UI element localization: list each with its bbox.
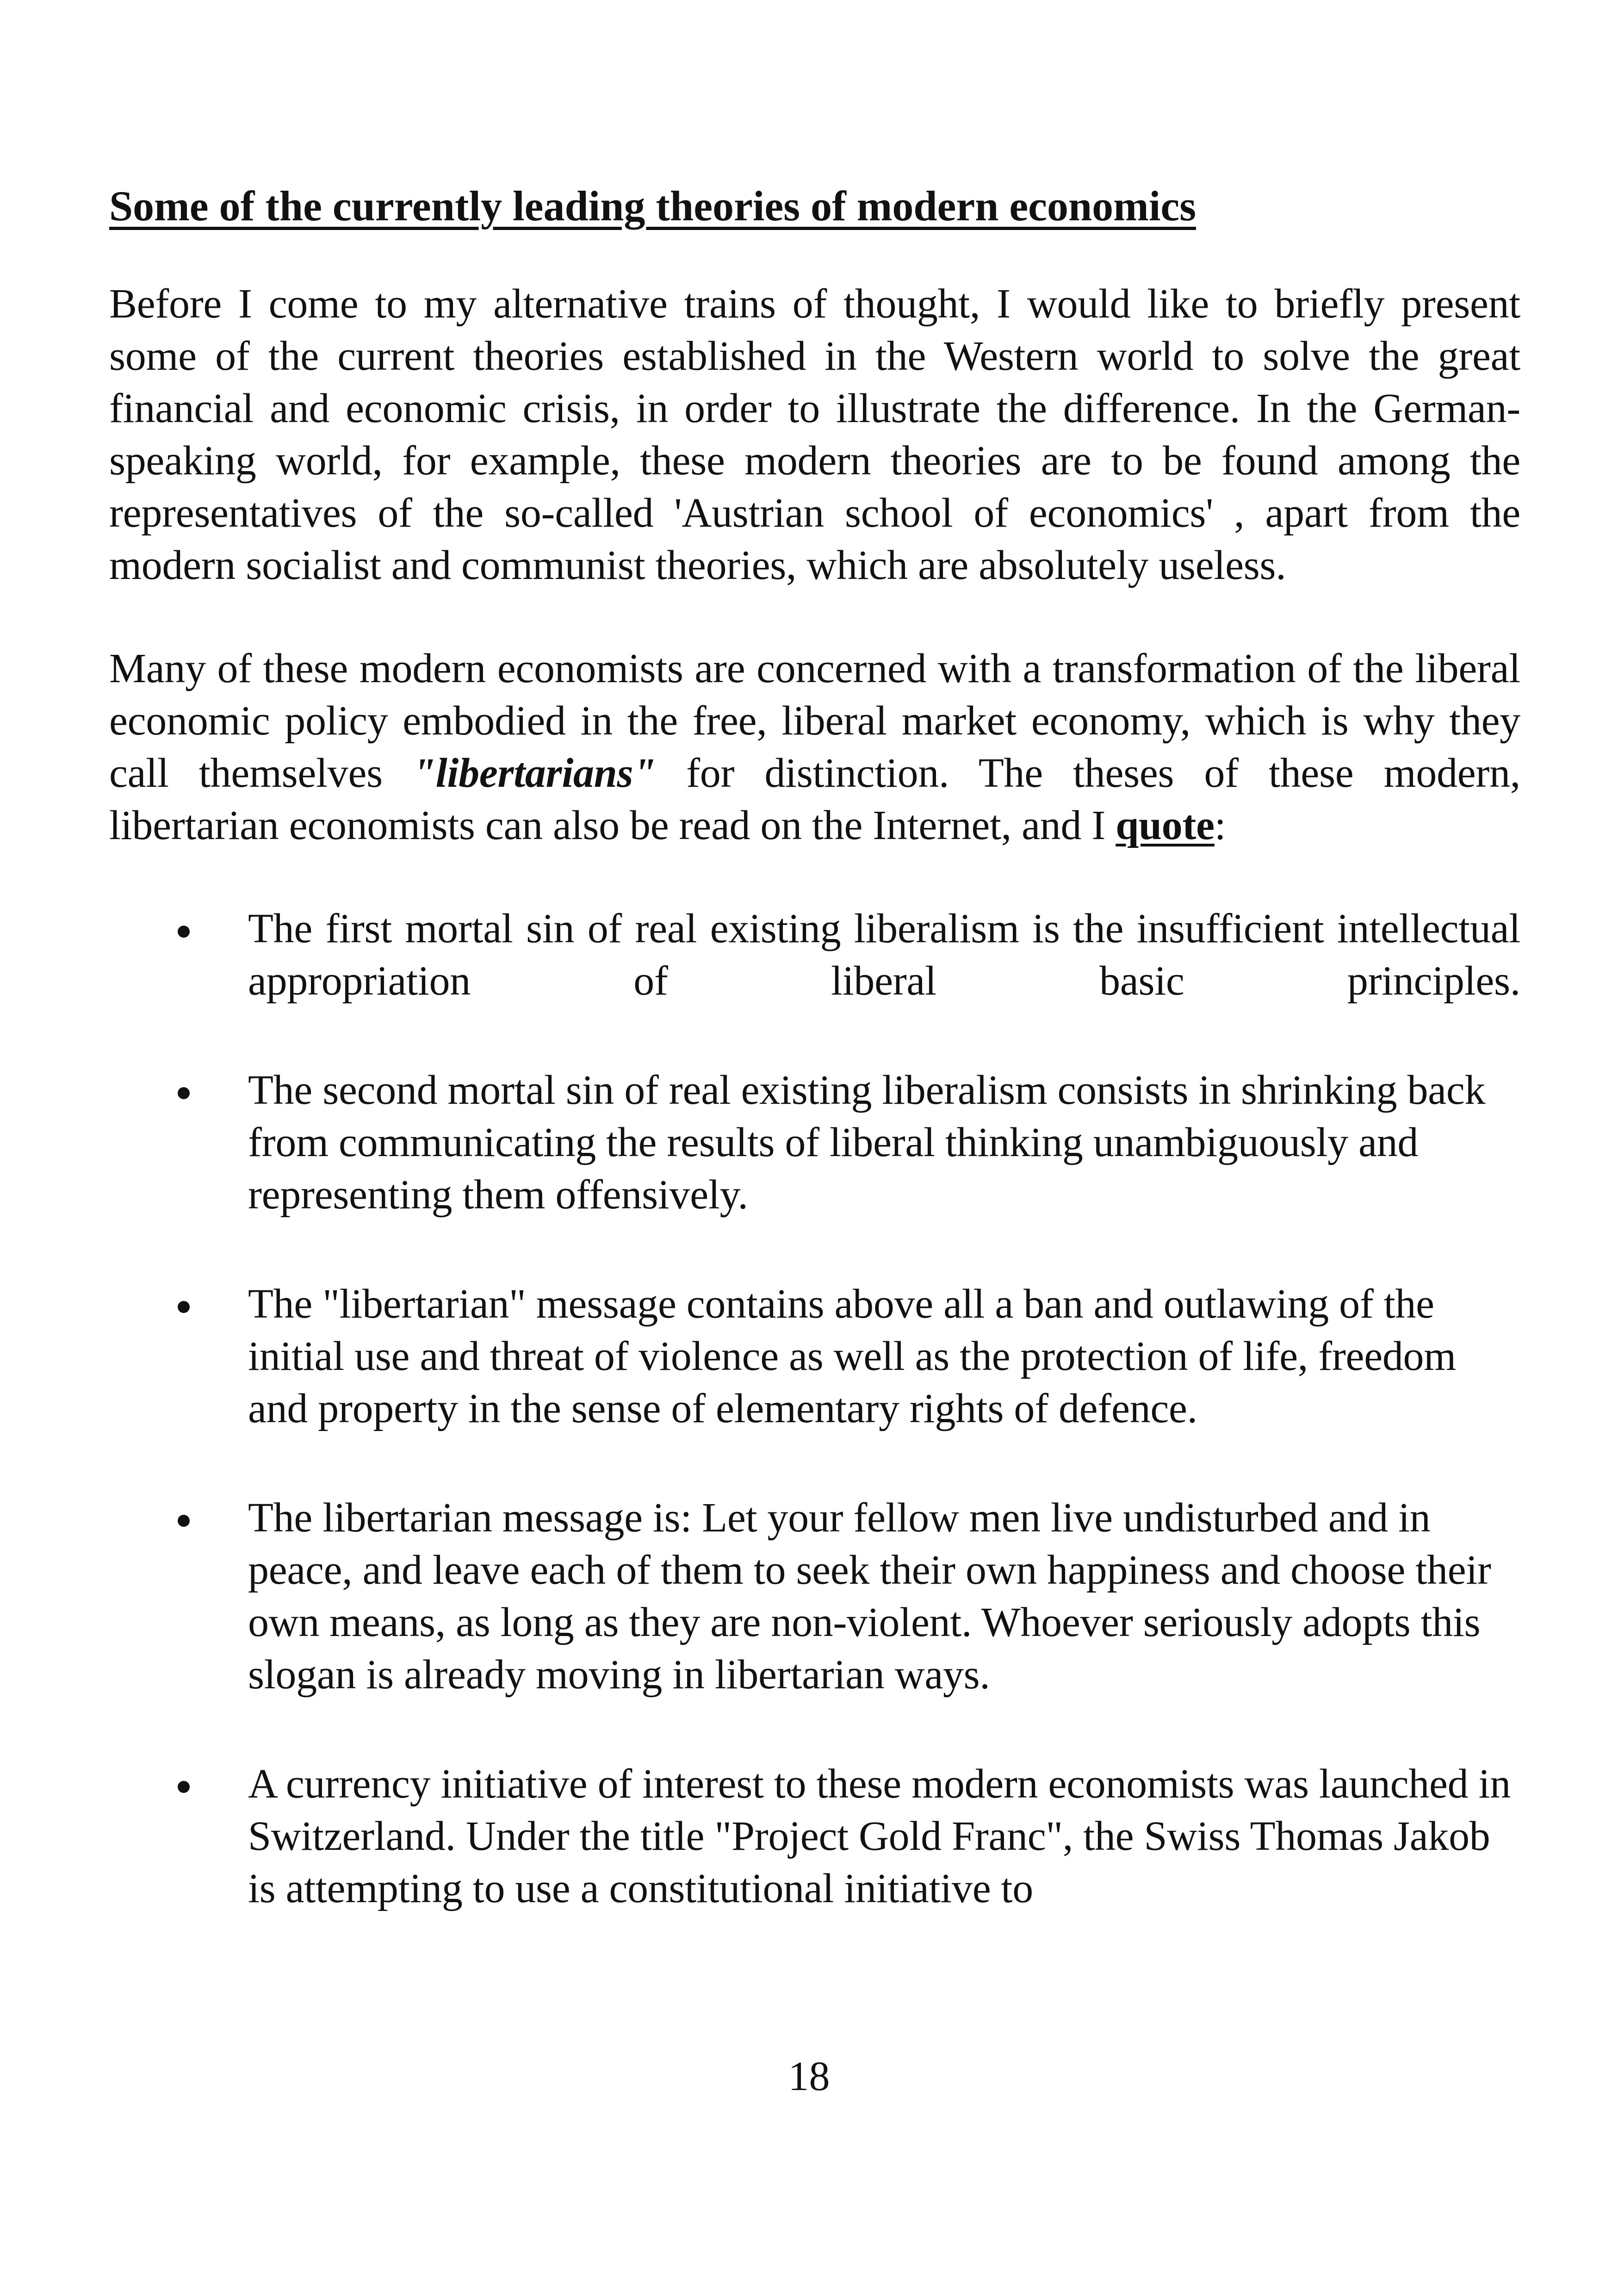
paragraph-libertarians: [109, 642, 1520, 852]
bullet-icon: [178, 1515, 190, 1527]
list-item-text: The second mortal sin of real existing liberalism consists in shrinking back from communicating the results of liberal thinking unambiguously and representing them offensively.: [248, 1067, 1486, 1218]
list-item: [109, 902, 1520, 1007]
paragraph-intro: Before I come to my alternative trains of thought, I would like to briefly present some of the current theories established in the Western world to solve the great financial and economic crisis, in order to illustrate the difference. In the German-speaking world, for example, these modern theories are to be found among the representatives of the so-called 'Austrian school of economics' , apart from the modern socialist and communist theories, which are absolutely useless.: [109, 281, 1520, 589]
list-item: [109, 1064, 1520, 1221]
list-item: [109, 1278, 1520, 1435]
page-heading: Some of the currently leading theories of modern economics: [109, 182, 1196, 230]
list-item-text: The libertarian message is: Let your fellow men live undisturbed and in peace, and leave each of them to seek their own happiness and choose their own means, as long as they are non-violent. Whoever seriously adopts this slogan is already moving in libertarian ways.: [248, 1495, 1491, 1698]
list-item-text: A currency initiative of interest to these modern economists was launched in Switzerland. Under the title "Project Gold Franc", the Swiss Thomas Jakob is attempting to use a constitutional initiative to: [248, 1761, 1511, 1912]
list-item: [109, 1492, 1520, 1701]
bullet-icon: [178, 926, 190, 938]
bullet-icon: [178, 1781, 190, 1793]
paragraph-text-after: :: [1214, 803, 1226, 849]
list-item-text: The "libertarian" message contains above all a ban and outlawing of the initial use and threat of violence as well as the protection of life, freedom and property in the sense of elementary rights of defence.: [248, 1281, 1456, 1432]
list-item: [109, 1758, 1520, 1915]
list-item-text: The first mortal sin of real existing liberalism is the insufficient intellectual appropriation of liberal basic principles.: [248, 906, 1520, 1004]
libertarians-emphasis: "libertarians": [413, 750, 656, 796]
page-content: [109, 180, 1520, 1972]
paragraph-text-before: Many of these modern economists are concerned with a transformation of the liberal economic policy embodied in the free, liberal market economy, which is why they call themselves: [109, 646, 1520, 796]
quote-word: quote: [1116, 803, 1215, 849]
bullet-icon: [178, 1301, 190, 1313]
bullet-icon: [178, 1087, 190, 1099]
quote-bullet-list: [109, 902, 1520, 1915]
page-number: 18: [788, 2053, 830, 2099]
paragraph-text-middle: for distinction. The theses of these modern, libertarian economists can also be read on the Internet, and I: [109, 750, 1520, 849]
